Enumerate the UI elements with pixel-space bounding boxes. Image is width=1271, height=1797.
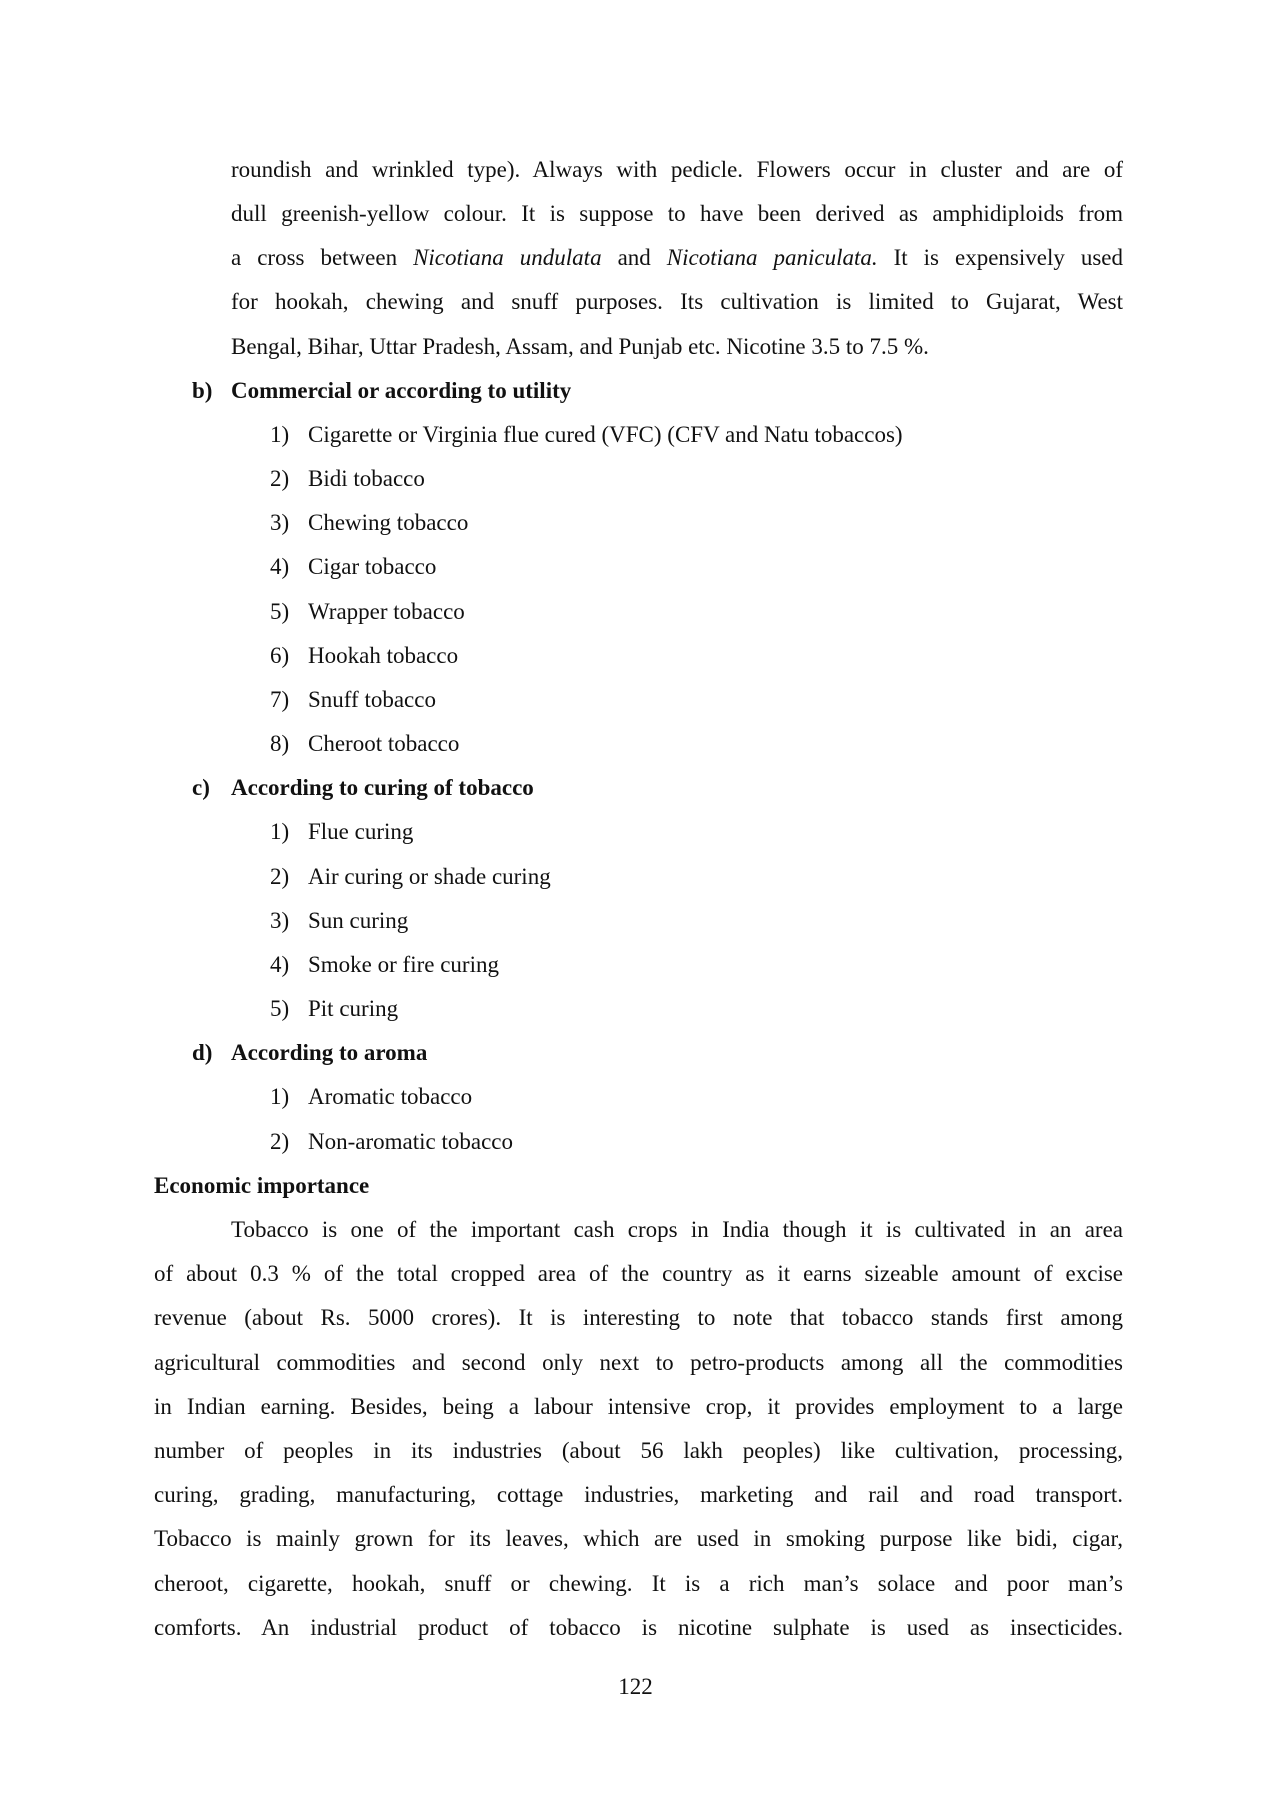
item-text: Snuff tobacco: [308, 687, 436, 712]
item-text: Air curing or shade curing: [308, 864, 551, 889]
item-text: Sun curing: [308, 908, 409, 933]
item-text: Hookah tobacco: [308, 643, 459, 668]
item-number: 1): [270, 1084, 290, 1109]
section-letter: d): [192, 1040, 213, 1065]
section-letter: b): [192, 378, 213, 403]
item-number: 1): [270, 819, 290, 844]
item-text: Bidi tobacco: [308, 466, 425, 491]
item-number: 2): [270, 864, 290, 889]
intro-line-5: Bengal, Bihar, Uttar Pradesh, Assam, and Punjab etc. Nicotine 3.5 to 7.5 %.: [231, 334, 929, 359]
item-number: 4): [270, 952, 290, 977]
intro-line-3: [231, 243, 1123, 273]
paragraph-line: Tobacco is mainly grown for its leaves, which are used in smoking purpose like bidi, cigar,: [154, 1526, 1123, 1551]
item-number: 2): [270, 1129, 290, 1154]
item-text: Non-aromatic tobacco: [308, 1129, 513, 1154]
intro-line-1: roundish and wrinkled type). Always with pedicle. Flowers occur in cluster and are of: [231, 157, 1123, 182]
paragraph-line: of about 0.3 % of the total cropped area of the country as it earns sizeable amount of excise: [154, 1261, 1123, 1286]
item-number: 4): [270, 554, 290, 579]
item-text: Wrapper tobacco: [308, 599, 465, 624]
species-name-paniculata: Nicotiana paniculata.: [666, 245, 878, 270]
species-name-undulata: Nicotiana undulata: [413, 245, 602, 270]
paragraph-line: in Indian earning. Besides, being a labour intensive crop, it provides employment to a large: [154, 1394, 1123, 1419]
item-number: 6): [270, 643, 290, 668]
item-number: 3): [270, 908, 290, 933]
intro-line-2: dull greenish-yellow colour. It is suppose to have been derived as amphidiploids from: [231, 201, 1123, 226]
item-text: Cheroot tobacco: [308, 731, 460, 756]
paragraph-line: number of peoples in its industries (about 56 lakh peoples) like cultivation, processing,: [154, 1438, 1123, 1463]
paragraph-line: revenue (about Rs. 5000 crores). It is interesting to note that tobacco stands first among: [154, 1305, 1123, 1330]
item-text: Chewing tobacco: [308, 510, 469, 535]
item-number: 2): [270, 466, 290, 491]
intro-line-3-mid: and: [601, 245, 667, 270]
item-text: Aromatic tobacco: [308, 1084, 473, 1109]
item-number: 8): [270, 731, 290, 756]
paragraph-line: curing, grading, manufacturing, cottage industries, marketing and rail and road transport.: [154, 1482, 1123, 1507]
section-title: According to aroma: [231, 1040, 428, 1065]
item-number: 5): [270, 996, 290, 1021]
item-text: Cigar tobacco: [308, 554, 437, 579]
section-title: Commercial or according to utility: [231, 378, 572, 403]
item-text: Smoke or fire curing: [308, 952, 499, 977]
paragraph-line: cheroot, cigarette, hookah, snuff or chewing. It is a rich man’s solace and poor man’s: [154, 1571, 1123, 1596]
section-heading-economic-importance: Economic importance: [154, 1173, 370, 1198]
section-title: According to curing of tobacco: [231, 775, 534, 800]
paragraph-line: comforts. An industrial product of tobacco is nicotine sulphate is used as insecticides.: [154, 1615, 1123, 1640]
intro-line-3-post: It is expensively used: [877, 245, 1123, 270]
item-number: 7): [270, 687, 290, 712]
item-text: Cigarette or Virginia flue cured (VFC) (CFV and Natu tobaccos): [308, 422, 903, 447]
item-number: 3): [270, 510, 290, 535]
item-number: 5): [270, 599, 290, 624]
paragraph-line: Tobacco is one of the important cash crops in India though it is cultivated in an area: [231, 1217, 1123, 1242]
intro-line-4: for hookah, chewing and snuff purposes. Its cultivation is limited to Gujarat, West: [231, 289, 1123, 314]
paragraph-line: agricultural commodities and second only next to petro-products among all the commodities: [154, 1350, 1123, 1375]
item-text: Pit curing: [308, 996, 399, 1021]
section-letter: c): [192, 775, 210, 800]
item-text: Flue curing: [308, 819, 414, 844]
intro-line-3-pre: a cross between: [231, 245, 414, 270]
page-number: 122: [618, 1674, 653, 1699]
item-number: 1): [270, 422, 290, 447]
